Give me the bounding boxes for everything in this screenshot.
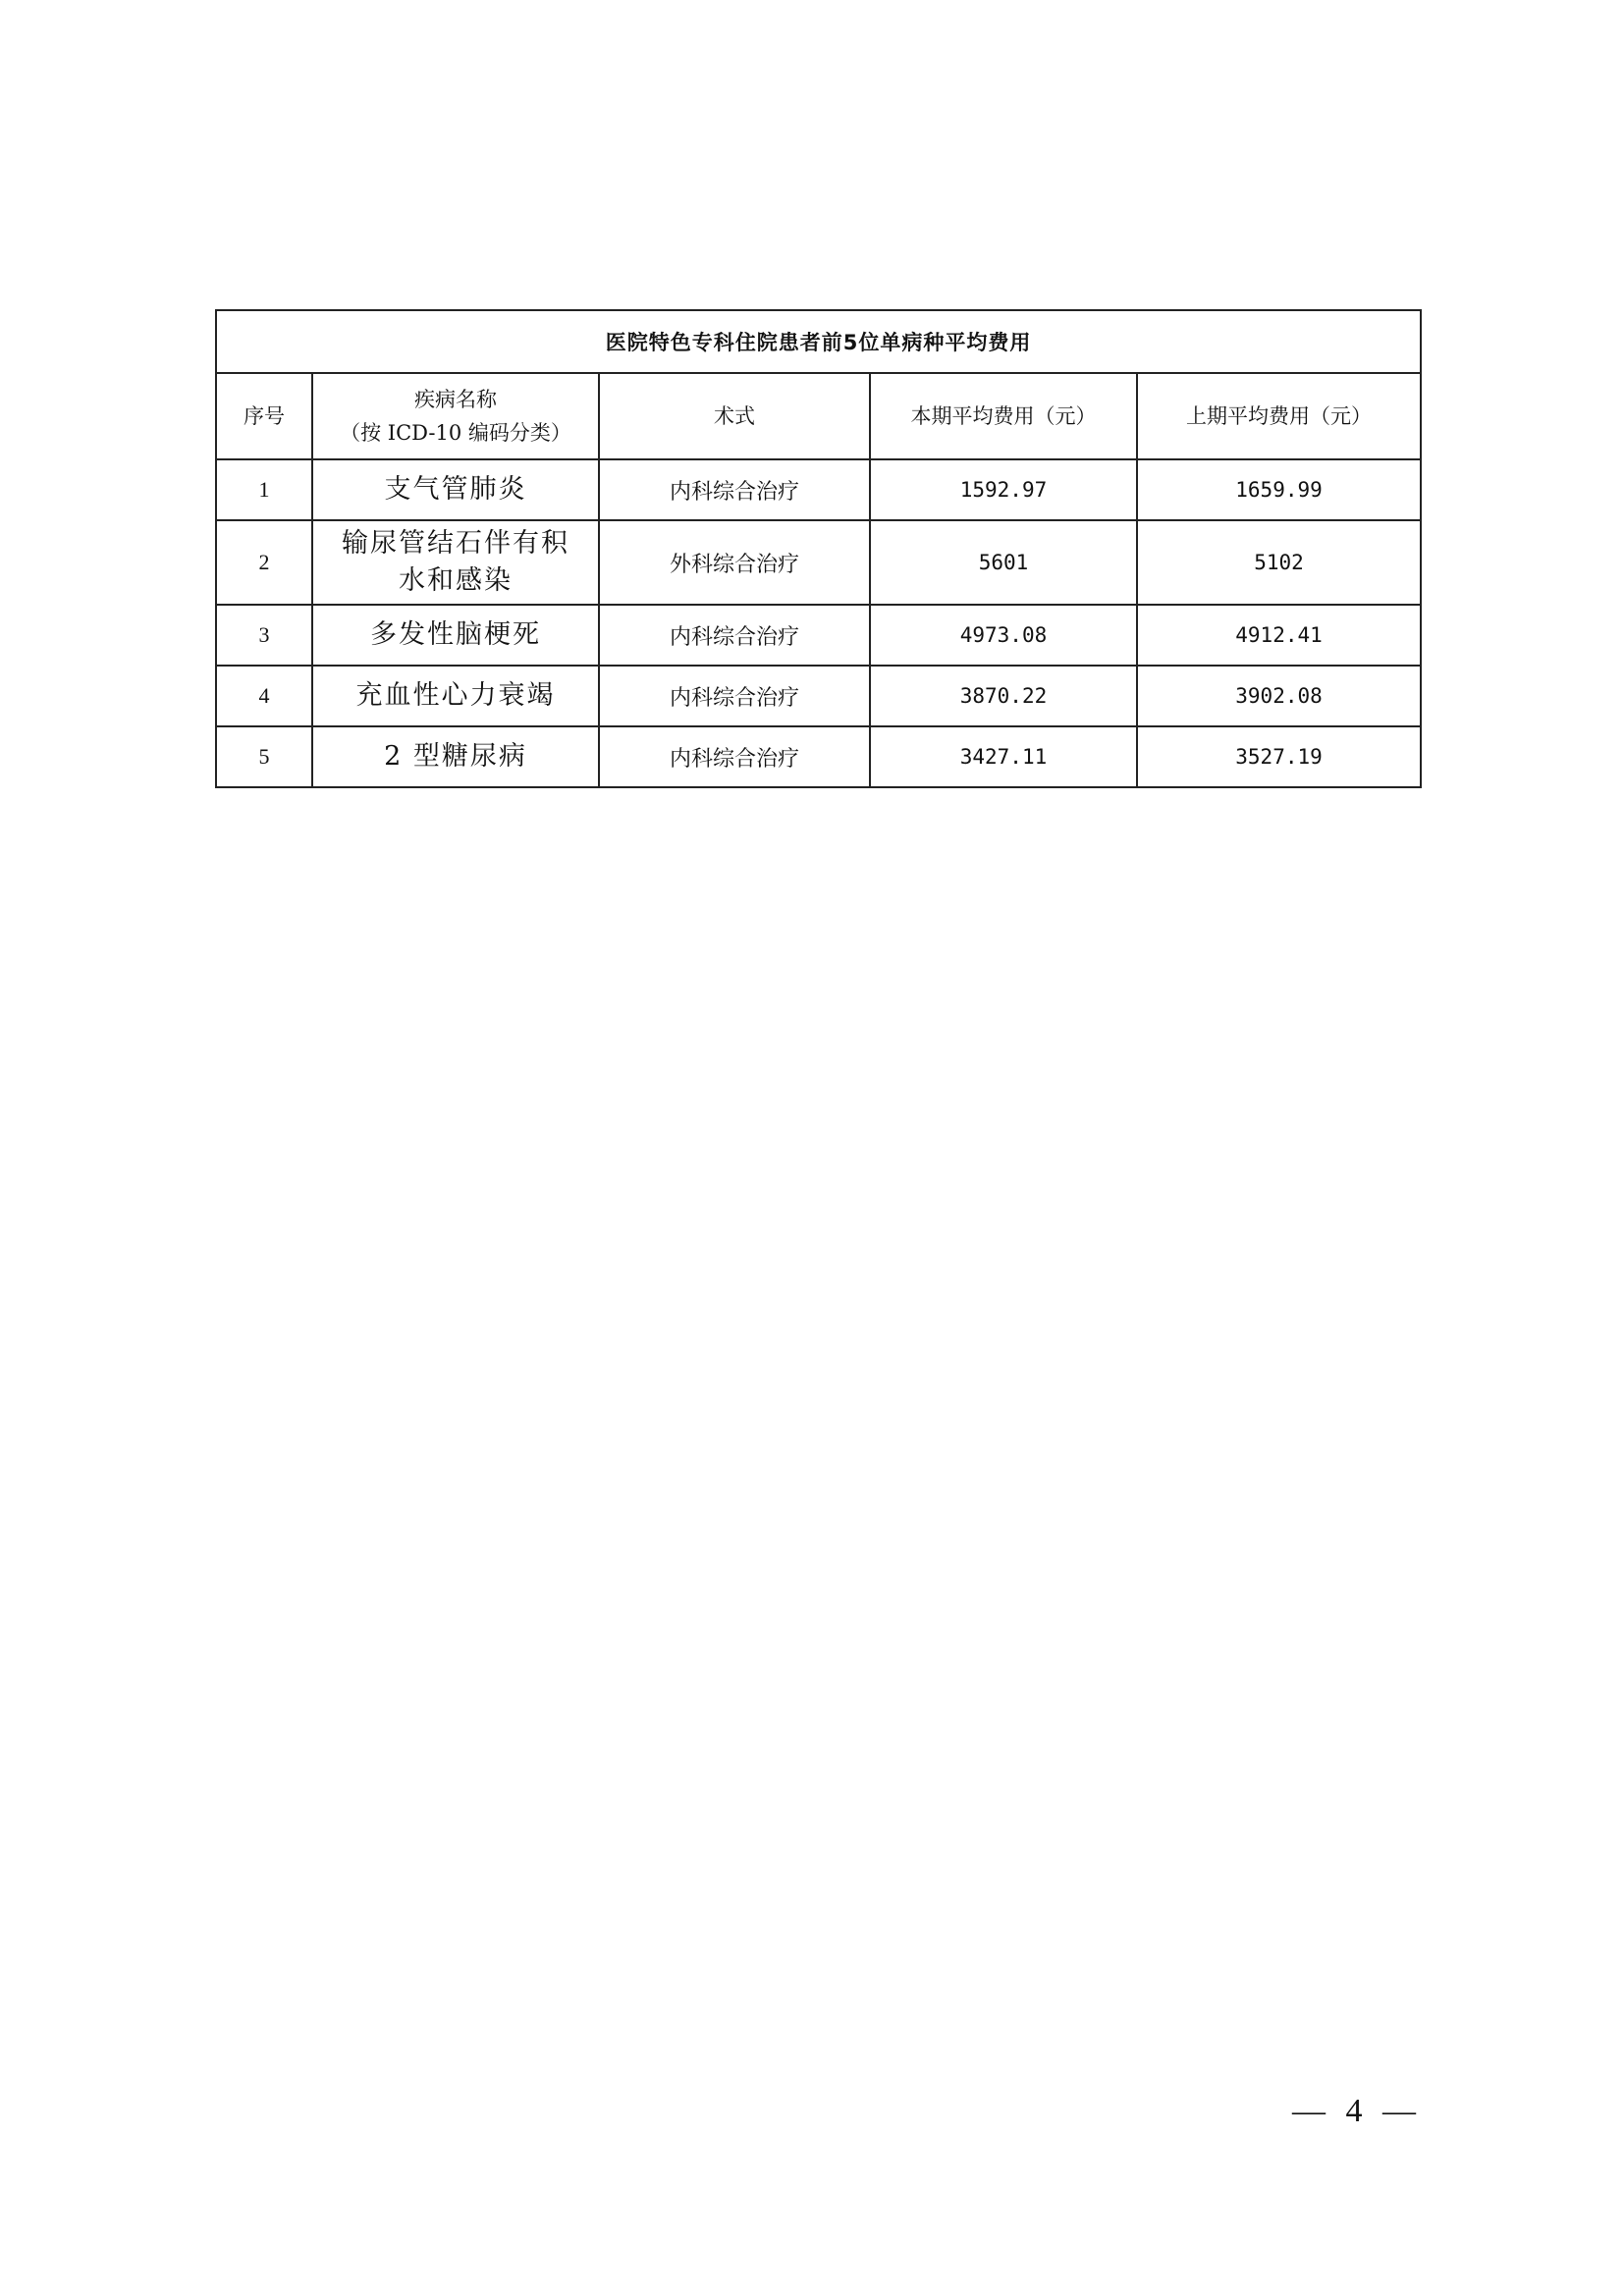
row-procedure: 内科综合治疗 [599,666,870,726]
row-disease: 充血性心力衰竭 [312,666,599,726]
row-current-cost: 4973.08 [870,605,1137,666]
row-disease [312,520,599,605]
header-procedure: 术式 [599,373,870,459]
row-seq: 3 [216,605,312,666]
header-seq: 序号 [216,373,312,459]
row-procedure: 内科综合治疗 [599,459,870,520]
row-procedure: 内科综合治疗 [599,605,870,666]
header-disease [312,373,599,459]
table-title: 医院特色专科住院患者前5位单病种平均费用 [216,310,1421,373]
row-previous-cost: 1659.99 [1137,459,1421,520]
row-disease: 支气管肺炎 [312,459,599,520]
row-previous-cost: 3527.19 [1137,726,1421,787]
row-disease: 多发性脑梗死 [312,605,599,666]
row-current-cost: 5601 [870,520,1137,605]
header-disease-line1: 疾病名称 [414,388,497,411]
row-previous-cost: 4912.41 [1137,605,1421,666]
row-seq: 2 [216,520,312,605]
row-disease: 2 型糖尿病 [312,726,599,787]
row-current-cost: 3870.22 [870,666,1137,726]
header-previous-cost: 上期平均费用（元） [1137,373,1421,459]
table-row [216,666,1421,726]
page-number: — 4 — [1292,2093,1422,2129]
table-row [216,726,1421,787]
table-row [216,520,1421,605]
header-current-cost: 本期平均费用（元） [870,373,1137,459]
row-previous-cost: 5102 [1137,520,1421,605]
row-disease-line1: 输尿管结石伴有积 [342,528,569,559]
row-procedure: 内科综合治疗 [599,726,870,787]
row-previous-cost: 3902.08 [1137,666,1421,726]
row-seq: 5 [216,726,312,787]
row-seq: 1 [216,459,312,520]
header-disease-line2: （按 ICD-10 编码分类） [340,421,571,445]
table-row [216,459,1421,520]
table-row [216,605,1421,666]
disease-cost-table [215,309,1422,788]
table-header-row [216,373,1421,459]
row-current-cost: 1592.97 [870,459,1137,520]
row-current-cost: 3427.11 [870,726,1137,787]
row-disease-line2: 水和感染 [399,565,513,596]
row-seq: 4 [216,666,312,726]
row-procedure: 外科综合治疗 [599,520,870,605]
